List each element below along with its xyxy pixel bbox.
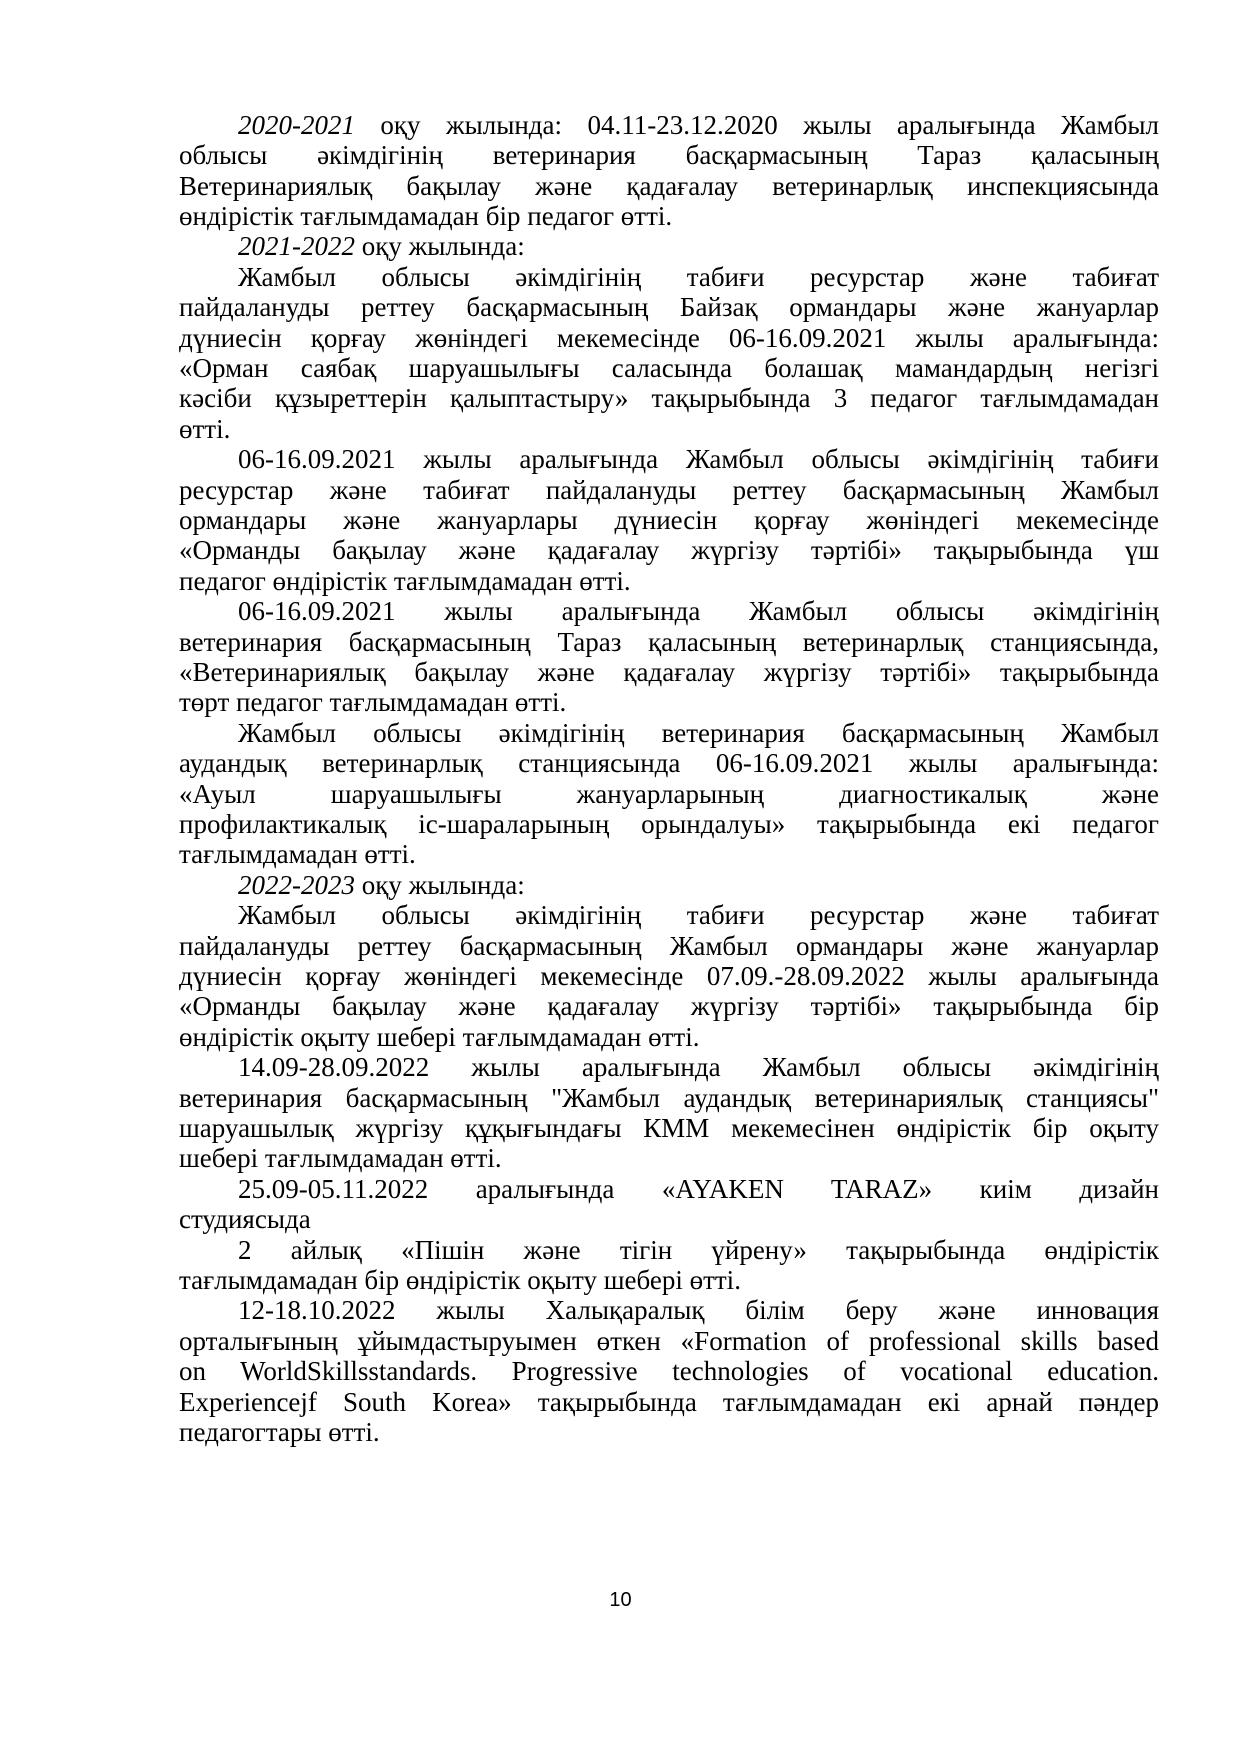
text-line: 2 айлық «Пішін және тігін үйрену» тақырыбында өндірістік (238, 1235, 1159, 1265)
text-line: облысы әкімдігінің ветеринария басқармасының Тараз қаласының (179, 140, 1159, 170)
text-line: профилактикалық іс-шараларының орындалуы» тақырыбында екі педагог (179, 809, 1159, 839)
text-line: 06-16.09.2021 жылы аралығында Жамбыл облысы әкімдігінің табиғи (238, 444, 1159, 474)
text-line: «Ауыл шаруашылығы жануарларының диагностикалық және (179, 779, 1159, 809)
text-line: аудандық ветеринарлық станциясында 06-16.09.2021 жылы аралығында: (179, 748, 1159, 778)
text-line: «Ветеринариялық бақылау және қадағалау жүргізу тәртібі» тақырыбында (179, 657, 1159, 687)
text-line: кәсіби құзыреттерін қалыптастыру» тақырыбында 3 педагог тағлымдамадан (179, 383, 1159, 413)
text-line: пайдалануды реттеу басқармасының Байзақ ормандары және жануарлар (179, 292, 1159, 322)
text-line: өтті. (179, 414, 231, 444)
text-line: шаруашылық жүргізу құқығындағы КММ мекемесінен өндірістік бір оқыту (179, 1113, 1159, 1143)
text-line: шебері тағлымдамадан өтті. (179, 1143, 502, 1173)
text-line: Жамбыл облысы әкімдігінің ветеринария басқармасының Жамбыл (238, 718, 1159, 748)
text-line: дүниесін қорғау жөніндегі мекемесінде 06-16.09.2021 жылы аралығында: (179, 323, 1159, 353)
text-line: on WorldSkillsstandards. Progressive technologies of vocational education. (179, 1356, 1159, 1386)
text-line: ветеринария басқармасының Тараз қаласының ветеринарлық станциясында, (179, 627, 1159, 657)
text-line: 06-16.09.2021 жылы аралығында Жамбыл облысы әкімдігінің (238, 596, 1159, 626)
text-line: тағлымдамадан бір өндірістік оқыту шебері өтті. (179, 1265, 741, 1295)
section-heading: 2022-2023 оқу жылында: (238, 870, 525, 900)
text-line: 12-18.10.2022 жылы Халықаралық білім беру және инновация (238, 1295, 1159, 1325)
text-line: Жамбыл облысы әкімдігінің табиғи ресурстар және табиғат (238, 262, 1159, 292)
text-line: 25.09-05.11.2022 аралығында «AYAKEN TARAZ» киім дизайн (238, 1174, 1159, 1204)
text-line: 2020-2021 оқу жылында: 04.11-23.12.2020 жылы аралығында Жамбыл (238, 110, 1159, 140)
text-line: Жамбыл облысы әкімдігінің табиғи ресурстар және табиғат (238, 900, 1159, 930)
text-line: пайдалануды реттеу басқармасының Жамбыл ормандары және жануарлар (179, 931, 1159, 961)
year-label: 2020-2021 (238, 110, 355, 140)
text-line: тағлымдамадан өтті. (179, 839, 416, 869)
section-heading: 2021-2022 оқу жылында: (238, 231, 525, 261)
text-line: студиясыда (179, 1204, 311, 1234)
text-line: ресурстар және табиғат пайдалануды реттеу басқармасының Жамбыл (179, 475, 1159, 505)
year-label: 2022-2023 (238, 870, 355, 900)
text-line: Experiencejf South Korea» тақырыбында тағлымдамадан екі арнай пәндер (179, 1387, 1159, 1417)
text-line: өндірістік тағлымдамадан бір педагог өтті. (179, 201, 673, 231)
text-line: «Орман саябақ шаруашылығы саласында болашақ мамандардың негізгі (179, 353, 1159, 383)
text-line: 14.09-28.09.2022 жылы аралығында Жамбыл облысы әкімдігінің (238, 1052, 1159, 1082)
text-line: төрт педагог тағлымдамадан өтті. (179, 687, 567, 717)
text-line: өндірістік оқыту шебері тағлымдамадан өтті. (179, 1022, 700, 1052)
page-number: 10 (609, 1589, 632, 1611)
year-label: 2021-2022 (238, 231, 355, 261)
text-line: «Орманды бақылау және қадағалау жүргізу тәртібі» тақырыбында бір (179, 991, 1159, 1021)
text-line: педагог өндірістік тағлымдамадан өтті. (179, 566, 631, 596)
text-line: орталығының ұйымдастыруымен өткен «Formation of professional skills based (179, 1326, 1159, 1356)
text-line: ветеринария басқармасының "Жамбыл аудандық ветеринариялық станциясы" (179, 1083, 1159, 1113)
text-line: педагогтары өтті. (179, 1417, 380, 1447)
text-line: Ветеринариялық бақылау және қадағалау ветеринарлық инспекциясында (179, 171, 1159, 201)
text-line: «Орманды бақылау және қадағалау жүргізу тәртібі» тақырыбында үш (179, 535, 1159, 565)
text-line: дүниесін қорғау жөніндегі мекемесінде 07.09.-28.09.2022 жылы аралығында (179, 961, 1159, 991)
text-line: ормандары және жануарлары дүниесін қорғау жөніндегі мекемесінде (179, 505, 1159, 535)
